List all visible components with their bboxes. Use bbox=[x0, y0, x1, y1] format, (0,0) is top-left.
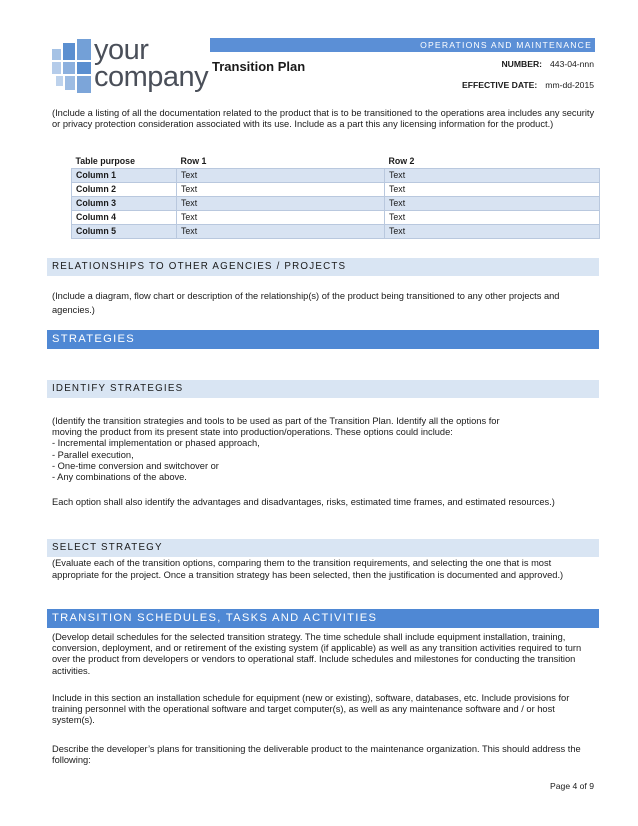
logo-squares-icon bbox=[52, 39, 94, 95]
select-strategy-heading: SELECT STRATEGY bbox=[47, 539, 599, 557]
document-title: Transition Plan bbox=[212, 59, 306, 74]
table-row bbox=[72, 168, 600, 182]
row-header-cell: Column 2 bbox=[72, 182, 177, 196]
option-item: - Parallel execution, bbox=[52, 449, 134, 460]
row-header-cell: Column 5 bbox=[72, 224, 177, 238]
table-header-cell: Table purpose bbox=[75, 155, 135, 166]
table-row bbox=[72, 182, 600, 196]
transition-schedules-heading: TRANSITION SCHEDULES, TASKS AND ACTIVITIES bbox=[47, 609, 599, 628]
table-cell: Text bbox=[177, 210, 385, 224]
row-header-cell: Column 4 bbox=[72, 210, 177, 224]
intro-paragraph: (Include a listing of all the documentation related to the product that is to be transitioned to the operations area includes any security or privacy protection consideration associated with its use. Include as a part this any licensing information for the product.) bbox=[52, 108, 595, 130]
option-item: - Incremental implementation or phased approach, bbox=[52, 438, 260, 449]
table-cell: Text bbox=[177, 182, 385, 196]
effective-date-value: mm-dd-2015 bbox=[545, 80, 594, 90]
table-cell: Text bbox=[385, 210, 600, 224]
table-header-cell: Row 1 bbox=[180, 155, 207, 166]
identify-strategies-heading: IDENTIFY STRATEGIES bbox=[47, 380, 599, 398]
number-value: 443-04-nnn bbox=[550, 59, 594, 69]
table-row bbox=[72, 224, 600, 238]
table-cell: Text bbox=[177, 224, 385, 238]
option-item: - One-time conversion and switchover or bbox=[52, 460, 219, 471]
select-strategy-paragraph: (Evaluate each of the transition options, comparing them to the transition requirements, and selecting the one that is most appropriate for the project. Once a transition strategy has been selected, then the justification is documented and approved.) bbox=[52, 558, 564, 581]
table-cell: Text bbox=[177, 168, 385, 182]
schedules-paragraph-3: Describe the developer’s plans for transitioning the deliverable product to the maintenance organization. This should address the following: bbox=[52, 744, 581, 766]
documentation-table bbox=[71, 154, 600, 239]
effective-date bbox=[462, 80, 594, 90]
logo-text bbox=[94, 34, 209, 93]
relationships-paragraph: (Include a diagram, flow chart or description of the relationship(s) of the product being transitioned to any other projects and agencies.) bbox=[52, 291, 560, 315]
table-cell: Text bbox=[385, 168, 600, 182]
identify-strategies-body bbox=[52, 416, 600, 483]
effective-date-label: EFFECTIVE DATE: bbox=[462, 80, 538, 90]
relationships-heading: RELATIONSHIPS TO OTHER AGENCIES / PROJECTS bbox=[47, 258, 599, 276]
table-cell: Text bbox=[385, 182, 600, 196]
table-cell: Text bbox=[385, 196, 600, 210]
company-logo bbox=[52, 34, 209, 97]
category-bar: OPERATIONS AND MAINTENANCE bbox=[210, 38, 595, 52]
document-number bbox=[501, 59, 594, 69]
identify-line: moving the product from its present state into production/operations. These options could include: bbox=[52, 427, 453, 438]
logo-line-1: your bbox=[94, 34, 149, 66]
logo-line-2: company bbox=[94, 61, 209, 93]
row-header-cell: Column 1 bbox=[72, 168, 177, 182]
identify-line: (Identify the transition strategies and tools to be used as part of the Transition Plan. Identify all the options for bbox=[52, 416, 500, 426]
table-cell: Text bbox=[385, 224, 600, 238]
table-header-cell: Row 2 bbox=[388, 155, 415, 166]
number-label: NUMBER: bbox=[501, 59, 543, 69]
schedules-paragraph-2: Include in this section an installation schedule for equipment (new or existing), software, databases, etc. Include provisions for training personnel with the operational software and target computer(s), as well as any maintenance software and / or host system(s). bbox=[52, 693, 570, 726]
strategies-heading: STRATEGIES bbox=[47, 330, 599, 349]
option-item: - Any combinations of the above. bbox=[52, 472, 187, 483]
identify-options-paragraph: Each option shall also identify the advantages and disadvantages, risks, estimated time frames, and estimated resources.) bbox=[52, 497, 555, 507]
table-header-row bbox=[72, 154, 600, 168]
table-cell: Text bbox=[177, 196, 385, 210]
page-number: Page 4 of 9 bbox=[550, 781, 594, 791]
schedules-paragraph-1: (Develop detail schedules for the selected transition strategy. The time schedule shall include equipment installation, training, conversion, deployment, and or retirement of the existing system (if applicable) as well as any transition activities required to turn over the product from developers or vendors to operational staff. Include schedules and milestones for conducting the transition activities. bbox=[52, 632, 582, 676]
table-row bbox=[72, 196, 600, 210]
row-header-cell: Column 3 bbox=[72, 196, 177, 210]
table-row bbox=[72, 210, 600, 224]
